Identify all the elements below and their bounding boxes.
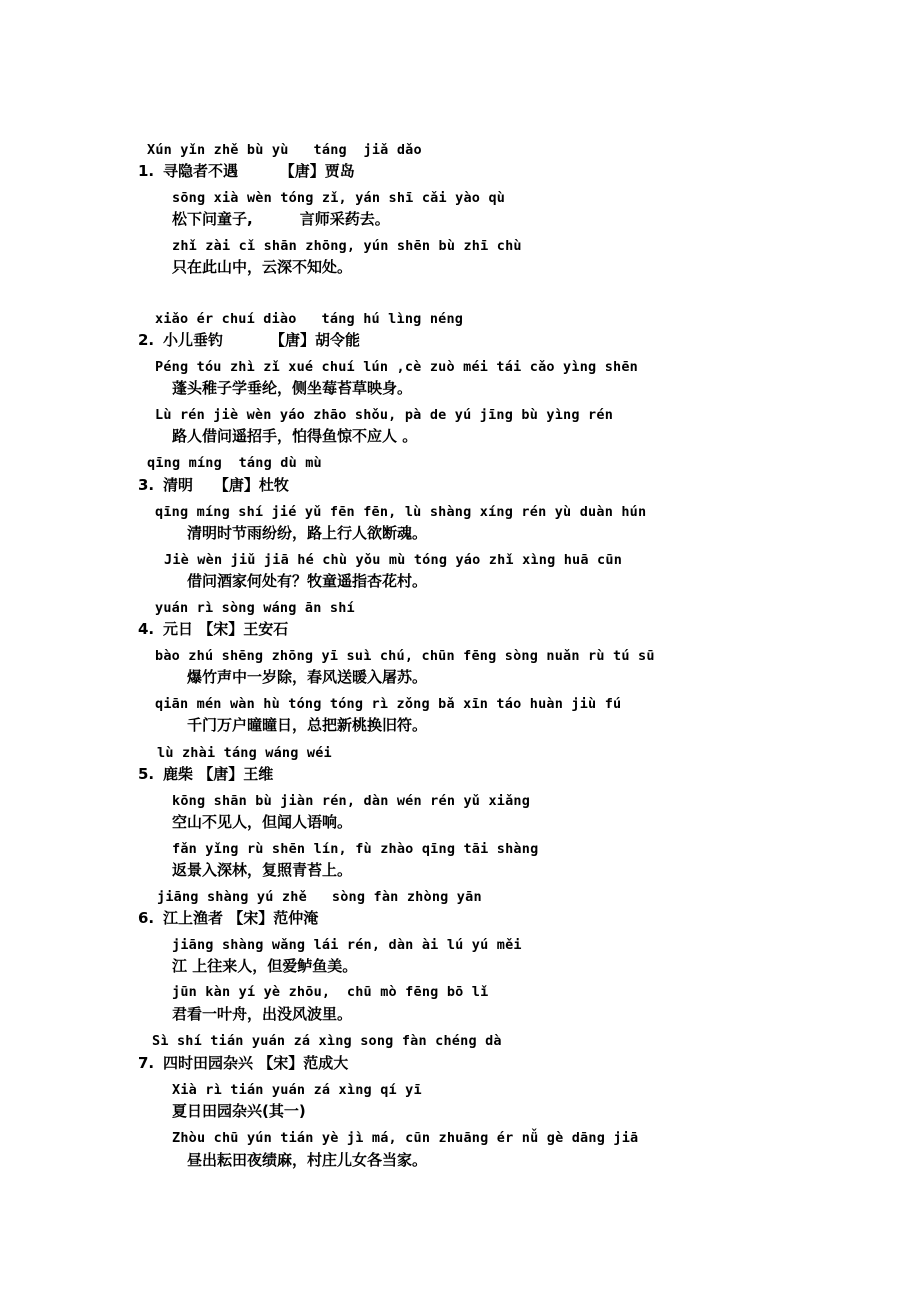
poem-3-line-1-pinyin: qīng míng shí jié yǔ fēn fēn, lù shàng xíng rén yù duàn hún (155, 504, 647, 520)
poem-5-title-row (138, 767, 273, 782)
poem-6-line-2-text: 君看一叶舟，出没风波里。 (172, 1005, 353, 1023)
poem-3-title: 清明 【唐】杜牧 (163, 476, 289, 494)
poem-6-title: 江上渔者 【宋】范仲淹 (163, 909, 319, 927)
poem-2-line-2-pinyin: Lù rén jiè wèn yáo zhāo shǒu, pà de yú jīng bù yìng rén (155, 407, 614, 423)
poem-6-line-2-pinyin: jūn kàn yí yè zhōu, chū mò fēng bō lǐ (172, 984, 489, 1000)
poem-6-number: 6. (138, 909, 155, 927)
poem-1-number: 1. (138, 162, 155, 180)
poem-4-title: 元日 【宋】王安石 (163, 620, 289, 638)
poem-2-number: 2. (138, 331, 155, 349)
poem-3-line-2-pinyin: Jiè wèn jiǔ jiā hé chù yǒu mù tóng yáo zhǐ xìng huā cūn (164, 552, 623, 568)
poem-1-title-row (138, 164, 355, 179)
poem-4-title-pinyin: yuán rì sòng wáng ān shí (155, 600, 355, 616)
poem-3-line-1-text: 清明时节雨纷纷，路上行人欲断魂。 (187, 524, 428, 542)
poem-7-line-2-text: 昼出耘田夜绩麻，村庄儿女各当家。 (187, 1151, 428, 1169)
poem-6-title-pinyin: jiāng shàng yú zhě sòng fàn zhòng yān (157, 889, 482, 905)
poem-1-line-2-pinyin: zhǐ zài cǐ shān zhōng, yún shēn bù zhī chù (172, 238, 522, 254)
poem-3-title-row (138, 478, 289, 493)
poem-7-line-1-pinyin: Xià rì tián yuán zá xìng qí yī (172, 1082, 422, 1098)
poem-7-line-2-pinyin: Zhòu chū yún tián yè jì má, cūn zhuāng ér nǚ gè dāng jiā (172, 1130, 639, 1146)
poem-1-line-1-text: 松下问童子, 言师采药去。 (172, 210, 390, 228)
poem-7-title-row (138, 1056, 348, 1071)
poem-1-line-2-text: 只在此山中，云深不知处。 (172, 258, 353, 276)
poem-6-title-row (138, 911, 318, 926)
poem-2-title: 小儿垂钓 【唐】胡令能 (163, 331, 361, 349)
poem-2-line-1-pinyin: Péng tóu zhì zǐ xué chuí lún ,cè zuò méi tái cǎo yìng shēn (155, 359, 639, 375)
poem-1-line-1-pinyin: sōng xià wèn tóng zǐ, yán shī cǎi yào qù (172, 190, 506, 206)
poem-7-title-pinyin: Sì shí tián yuán zá xìng song fàn chéng dà (152, 1033, 502, 1049)
poem-4-line-1-text: 爆竹声中一岁除，春风送暖入屠苏。 (187, 668, 428, 686)
poem-5-title: 鹿柴 【唐】王维 (163, 765, 274, 783)
poem-2-line-2-text: 路人借问遥招手，怕得鱼惊不应人 。 (172, 427, 418, 445)
poem-1-title: 寻隐者不遇 【唐】贾岛 (163, 162, 355, 180)
poem-5-number: 5. (138, 765, 155, 783)
poem-5-line-1-pinyin: kōng shān bù jiàn rén, dàn wén rén yǔ xiǎng (172, 793, 531, 809)
poem-7-title: 四时田园杂兴 【宋】范成大 (163, 1054, 349, 1072)
poem-3-title-pinyin: qīng míng táng dù mù (147, 455, 322, 471)
poem-2-line-1-text: 蓬头稚子学垂纶，侧坐莓苔草映身。 (172, 379, 413, 397)
poem-4-title-row (138, 622, 288, 637)
poem-5-title-pinyin: lù zhài táng wáng wéi (157, 745, 332, 761)
poem-4-line-2-pinyin: qiān mén wàn hù tóng tóng rì zǒng bǎ xīn táo huàn jiù fú (155, 696, 622, 712)
poem-4-line-1-pinyin: bào zhú shēng zhōng yī suì chú, chūn fēng sòng nuǎn rù tú sū (155, 648, 655, 664)
poem-5-line-2-text: 返景入深林，复照青苔上。 (172, 861, 353, 879)
poem-5-line-1-text: 空山不见人，但闻人语响。 (172, 813, 353, 831)
poem-2-title-pinyin: xiǎo ér chuí diào táng hú lìng néng (155, 311, 464, 327)
poem-1-title-pinyin: Xún yǐn zhě bù yù táng jiǎ dǎo (147, 142, 422, 158)
poem-6-line-1-text: 江 上往来人，但爱鲈鱼美。 (172, 957, 358, 975)
poem-3-line-2-text: 借问酒家何处有？牧童遥指杏花村。 (187, 572, 428, 590)
poem-5-line-2-pinyin: fǎn yǐng rù shēn lín, fù zhào qīng tāi shàng (172, 841, 539, 857)
poem-3-number: 3. (138, 476, 155, 494)
poem-4-line-2-text: 千门万户曈曈日，总把新桃换旧符。 (187, 716, 428, 734)
poem-2-title-row (138, 333, 360, 348)
poem-7-number: 7. (138, 1054, 155, 1072)
poem-4-number: 4. (138, 620, 155, 638)
poem-6-line-1-pinyin: jiāng shàng wǎng lái rén, dàn ài lú yú měi (172, 937, 522, 953)
poem-7-line-1-text: 夏日田园杂兴(其一) (172, 1102, 306, 1120)
